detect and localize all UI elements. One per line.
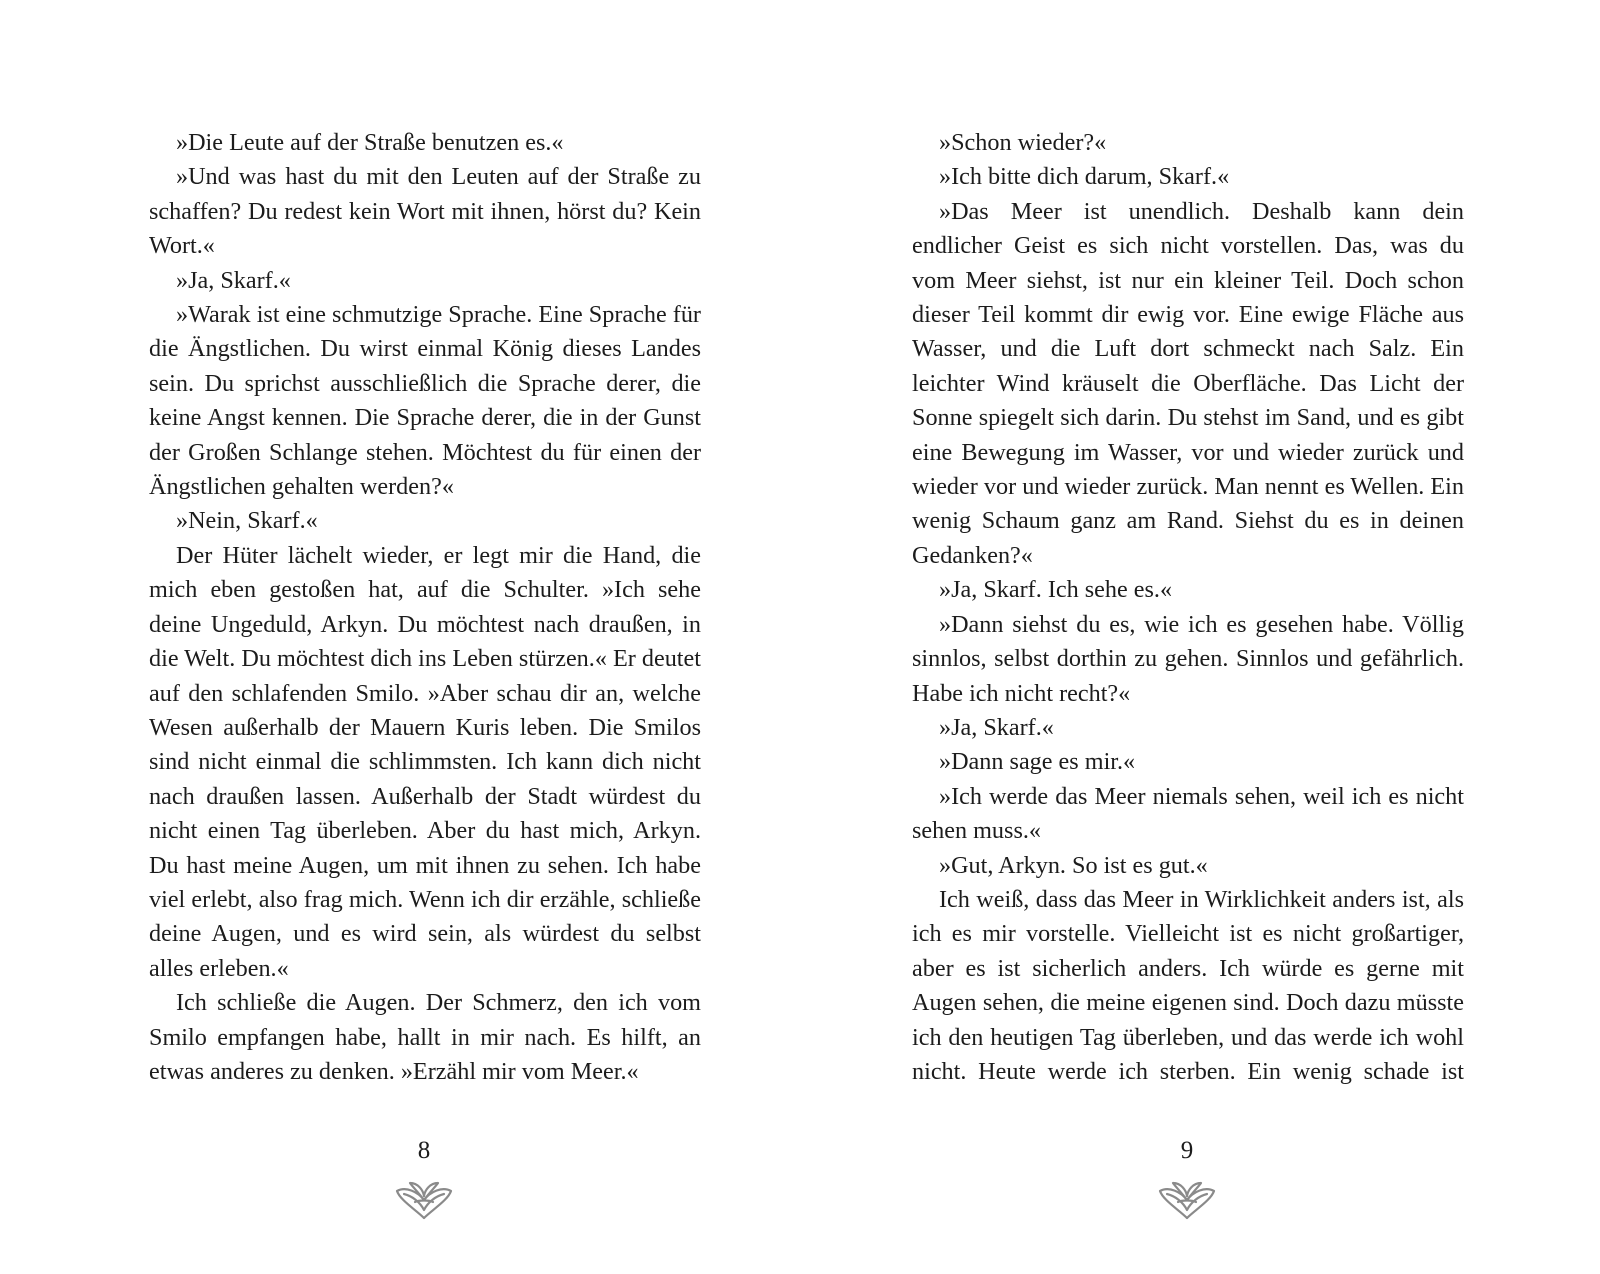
paragraph: »Ich werde das Meer niemals sehen, weil ich es nicht sehen muss.«	[912, 782, 1464, 845]
paragraph: »Und was hast du mit den Leuten auf der Straße zu schaffen? Du redest kein Wort mit ihnen, hörst du? Kein Wort.«	[149, 163, 701, 260]
paragraph: »Nein, Skarf.«	[176, 507, 318, 535]
celtic-knot-heart-icon	[394, 1180, 454, 1220]
paragraph: »Die Leute auf der Straße benutzen es.«	[176, 129, 564, 156]
paragraph: »Gut, Arkyn. So ist es gut.«	[939, 851, 1208, 879]
paragraph: »Warak ist eine schmutzige Sprache. Eine Sprache für die Ängstlichen. Du wirst einmal König dieses Landes sein. Du sprichst ausschließlich die Sprache derer, die keine Angst kennen. Die Sprache derer, die in der Gunst der Großen Schlange stehen. Möchtest du für einen der Ängstlichen gehalten werden?«	[149, 301, 701, 501]
right-page-text	[912, 126, 1464, 1089]
right-page-number: 9	[1180, 1137, 1194, 1164]
paragraph: Ich weiß, dass das Meer in Wirklichkeit anders ist, als ich es mir vorstelle. Vielleicht ist es nicht großartiger, aber es ist sicherlich anders. Ich würde es gerne mit Augen sehen, die meine eigenen sind. Doch dazu müsste ich den heutigen Tag überleben, und das werde ich wohl nicht. Heute werde ich sterben. Ein wenig schade ist	[912, 885, 1464, 1085]
paragraph: »Ja, Skarf. Ich sehe es.«	[939, 576, 1173, 604]
paragraph: Der Hüter lächelt wieder, er legt mir die Hand, die mich eben gestoßen hat, auf die Schulter. »Ich sehe deine Ungeduld, Arkyn. Du möchtest nach draußen, in die Welt. Du möchtest dich ins Leben stürzen.« Er deutet auf den schlafenden Smilo. »Aber schau dir an, welche Wesen außerhalb der Mauern Kuris leben. Die Smilos sind nicht einmal die schlimmsten. Ich kann dich nicht nach draußen lassen. Außerhalb der Stadt würdest du nicht einen Tag überleben. Aber du hast mich, Arkyn. Du hast meine Augen, um mit ihnen zu sehen. Ich habe viel erlebt, also frag mich. Wenn ich dir erzähle, schließe deine Augen, und es wird sein, als würdest du selbst alles erleben.«	[149, 541, 701, 982]
left-page-text	[149, 126, 701, 1089]
paragraph: »Dann sage es mir.«	[939, 748, 1136, 776]
paragraph: »Schon wieder?«	[939, 129, 1107, 156]
paragraph: »Ja, Skarf.«	[176, 266, 291, 294]
paragraph: »Das Meer ist unendlich. Deshalb kann dein endlicher Geist es sich nicht vorstellen. Das, was du vom Meer siehst, ist nur ein kleiner Teil. Doch schon dieser Teil kommt dir ewig vor. Eine ewige Fläche aus Wasser, und die Luft dort schmeckt nach Salz. Ein leichter Wind kräuselt die Oberfläche. Das Licht der Sonne spiegelt sich darin. Du stehst im Sand, und es gibt eine Bewegung im Wasser, vor und wieder zurück und wieder vor und wieder zurück. Man nennt es Wellen. Ein wenig Schaum ganz am Rand. Siehst du es in deinen Gedanken?«	[912, 197, 1464, 569]
paragraph: »Dann siehst du es, wie ich es gesehen habe. Völlig sinnlos, selbst dorthin zu gehen. Sinnlos und gefährlich. Habe ich nicht recht?«	[912, 610, 1464, 707]
paragraph: »Ja, Skarf.«	[939, 713, 1054, 741]
left-page	[149, 126, 701, 1089]
paragraph: Ich schließe die Augen. Der Schmerz, den ich vom Smilo empfangen habe, hallt in mir nach. Es hilft, an etwas anderes zu denken. »Erzähl mir vom Meer.«	[149, 989, 701, 1085]
celtic-knot-heart-icon	[1157, 1180, 1217, 1220]
right-page	[912, 126, 1464, 1089]
left-page-number: 8	[417, 1137, 431, 1164]
paragraph: »Ich bitte dich darum, Skarf.«	[939, 163, 1230, 191]
